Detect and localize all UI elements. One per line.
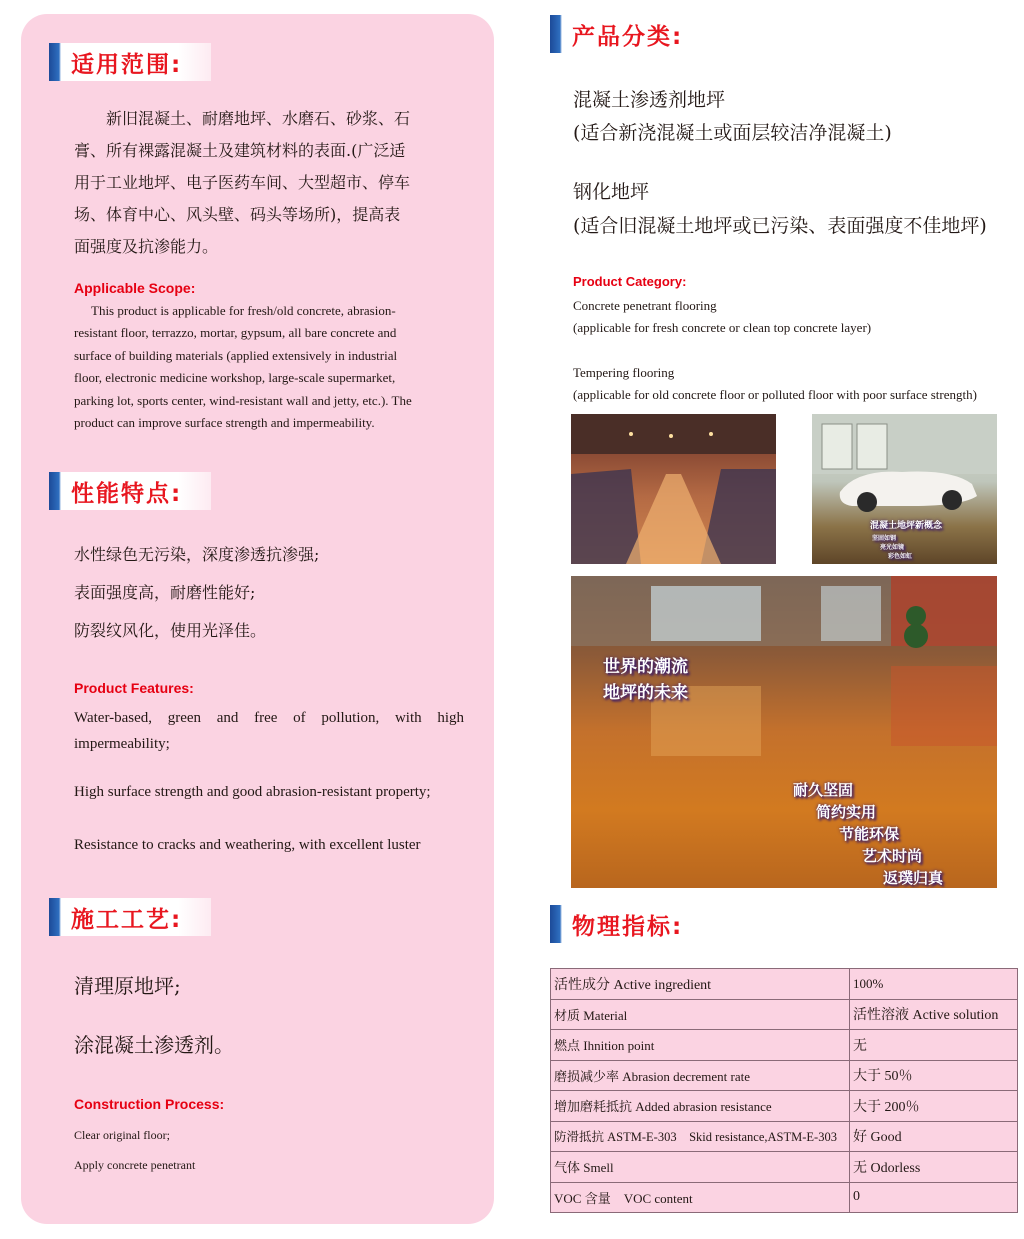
floor-slogan-bottom: 耐久坚固 (793, 781, 854, 799)
car-showroom-photo (812, 414, 997, 564)
property-value: 无 Odorless (850, 1152, 1018, 1183)
floor-slogan-bottom: 简约实用 (816, 803, 877, 821)
scope-cn-text: 新旧混凝土、耐磨地坪、水磨石、砂浆、石 膏、所有裸露混凝土及建筑材料的表面.(广泛适 用于工业地坪、电子医药车间、大型超市、停车 场、体育中心、风头壁、码头等场所)，提高表 面强度及抗渗能力。 (74, 109, 411, 256)
floor-slogan-bottom: 艺术时尚 (862, 847, 923, 865)
physical-heading: 物理指标: (550, 905, 710, 943)
property-value: 活性溶液 Active solution (850, 999, 1018, 1030)
table-row (551, 999, 1018, 1030)
process-cn-item: 清理原地坪; (74, 974, 181, 998)
features-en-item: High surface strength and good abrasion-resistant property; (74, 784, 431, 800)
category-cn-desc: (适合旧混凝土地坪或已污染、表面强度不佳地坪) (573, 215, 987, 237)
category-cn-desc: (适合新浇混凝土或面层较洁净混凝土) (573, 122, 892, 144)
process-en-item: Apply concrete penetrant (74, 1158, 196, 1172)
category-en-name: Tempering flooring (573, 365, 675, 380)
category-en-desc: (applicable for old concrete floor or polluted floor with poor surface strength) (573, 387, 977, 402)
property-value: 0 (850, 1182, 1018, 1213)
property-value: 大于 50％ (850, 1060, 1018, 1091)
process-en-item: Clear original floor; (74, 1128, 170, 1142)
property-value: 无 (850, 1030, 1018, 1061)
car-caption-line: 亮光如镜 (880, 544, 905, 551)
property-name: 磨损减少率 Abrasion decrement rate (551, 1060, 850, 1091)
table-row (551, 1182, 1018, 1213)
scope-heading: 适用范围: (49, 43, 211, 81)
process-en-title: Construction Process: (74, 1096, 225, 1112)
scope-en-text: This product is applicable for fresh/old concrete, abrasion- resistant floor, terrazzo, mortar, gypsum, all bare concrete and surface of building materials (applied extensively in industrial floor, electronic medicine workshop, large-scale supermarket, parking lot, sports center, wind-resistant wall and jetty, etc.). The product can improve surface strength and impermeability. (74, 303, 412, 431)
features-en-item: Water-based, green and free of pollution, with high impermeability; (74, 710, 464, 752)
floor-slogan-bottom: 返璞归真 (883, 869, 944, 887)
category-cn-name: 钢化地坪 (573, 181, 650, 203)
property-name: 燃点 Ihnition point (551, 1030, 850, 1061)
features-cn-item: 水性绿色无污染，深度渗透抗渗强; (74, 545, 320, 564)
property-name: 气体 Smell (551, 1152, 850, 1183)
scope-en-title: Applicable Scope: (74, 280, 196, 296)
car-caption-line: 彩色如虹 (888, 553, 913, 560)
factory-floor-photo (571, 414, 776, 564)
table-row (551, 1030, 1018, 1061)
process-heading: 施工工艺: (49, 898, 211, 936)
features-en-title: Product Features: (74, 680, 194, 696)
polished-floor-photo (571, 576, 997, 888)
category-cn-name: 混凝土渗透剂地坪 (573, 89, 726, 111)
floor-slogan-top: 地坪的未来 (603, 683, 688, 703)
car-caption-title: 混凝土地坪新概念 (870, 521, 943, 531)
features-en-item: Resistance to cracks and weathering, with excellent luster (74, 837, 421, 853)
floor-slogan-bottom: 节能环保 (839, 825, 900, 843)
features-heading: 性能特点: (49, 472, 211, 510)
features-cn-item: 防裂纹风化，使用光泽佳。 (74, 621, 267, 640)
category-en-name: Concrete penetrant flooring (573, 298, 717, 313)
property-name: 增加磨耗抵抗 Added abrasion resistance (551, 1091, 850, 1122)
property-value: 100% (850, 969, 1018, 1000)
physical-properties-table (550, 968, 1018, 1213)
table-row (551, 1060, 1018, 1091)
category-en-title: Product Category: (573, 274, 687, 289)
process-cn-item: 涂混凝土渗透剂。 (74, 1033, 234, 1057)
property-name: 防滑抵抗 ASTM-E-303 Skid resistance,ASTM-E-303 (551, 1121, 850, 1152)
floor-slogan-top: 世界的潮流 (603, 657, 688, 677)
category-heading: 产品分类: (550, 15, 710, 53)
category-en-desc: (applicable for fresh concrete or clean top concrete layer) (573, 320, 872, 335)
property-name: VOC 含量 VOC content (551, 1182, 850, 1213)
table-row (551, 969, 1018, 1000)
property-name: 活性成分 Active ingredient (551, 969, 850, 1000)
features-cn-item: 表面强度高，耐磨性能好; (74, 583, 256, 602)
table-row (551, 1152, 1018, 1183)
table-row (551, 1091, 1018, 1122)
property-value: 好 Good (850, 1121, 1018, 1152)
car-caption-line: 坚固如钢 (872, 535, 897, 542)
property-name: 材质 Material (551, 999, 850, 1030)
property-value: 大于 200％ (850, 1091, 1018, 1122)
table-row (551, 1121, 1018, 1152)
